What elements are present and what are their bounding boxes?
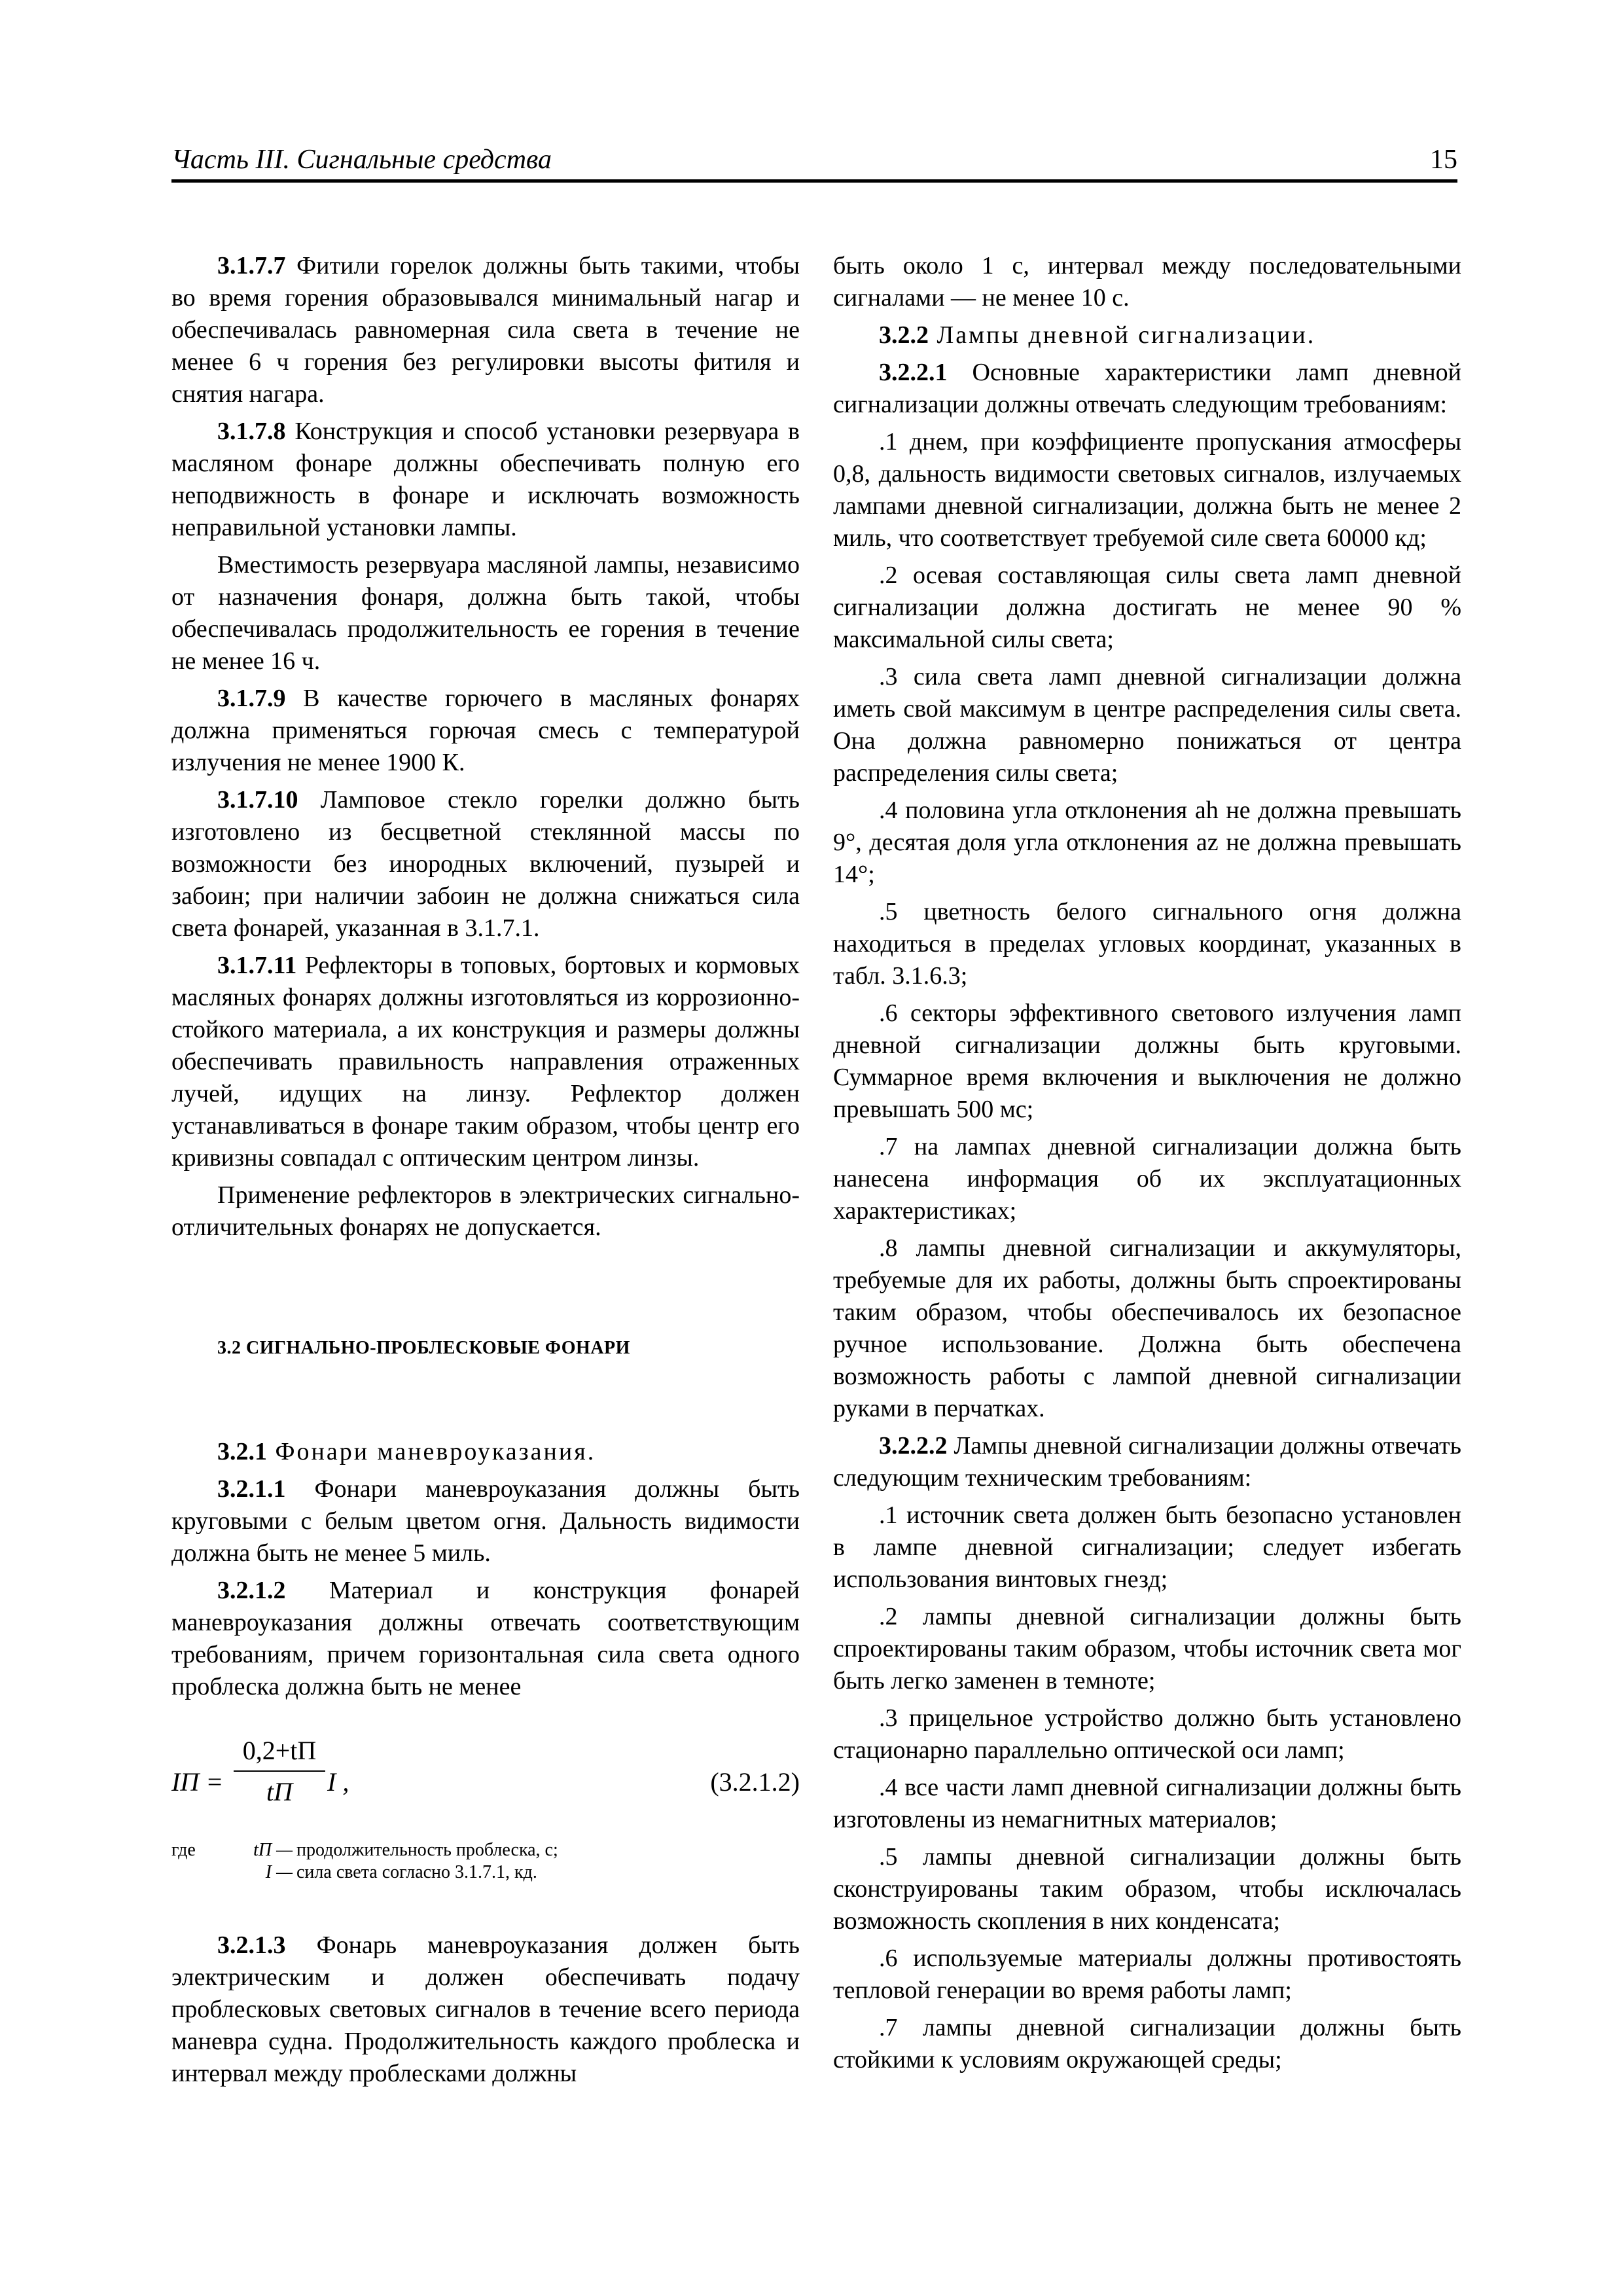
paragraph-text: В качестве горючего в масляных фонарях должна применяться горючая смесь с температурой излучения не менее 1900 К.	[171, 685, 800, 776]
page-header	[171, 140, 1457, 183]
list-item: .3 прицельное устройство должно быть установлено стационарно параллельно оптической оси ламп;	[833, 1704, 1461, 1764]
paragraph-continued: быть около 1 с, интервал между последовательными сигналами — не менее 10 с.	[833, 252, 1461, 312]
list-item: .5 цветность белого сигнального огня должна находиться в пределах угловых координат, указанных в табл. 3.1.6.3;	[833, 898, 1461, 990]
formula-numerator: 0,2+tП	[234, 1734, 325, 1772]
clause-number: 3.1.7.11	[217, 952, 297, 979]
formula-legend	[171, 1839, 800, 1884]
legend-symbol: I —	[265, 1862, 293, 1882]
paragraph-text: Фонарь маневроуказания должен быть электрическим и должен обеспечивать подачу проблесковых световых сигналов в течение всего периода маневра судна. Продолжительность каждого проблеска и интервал между проблесками должны	[171, 1931, 800, 2087]
list-item: .7 лампы дневной сигнализации должны быть стойкими к условиям окружающей среды;	[833, 2014, 1461, 2073]
clause-number: 3.1.7.9	[217, 685, 286, 712]
clause-number: 3.2.1.1	[217, 1475, 286, 1503]
paragraph-3-1-7-9	[171, 683, 800, 779]
paragraph-text: Лампы дневной сигнализации должны отвечать следующим техническим требованиям:	[833, 1432, 1461, 1492]
clause-number: 3.1.7.7	[217, 252, 286, 279]
list-item: .8 лампы дневной сигнализации и аккумуляторы, требуемые для их работы, должны быть спроектированы таким образом, чтобы обеспечивалось их безопасное ручное использование. Должна быть обеспечена возможность работы с лампой дневной сигнализации руками в перчатках.	[833, 1234, 1461, 1422]
list-item: .2 лампы дневной сигнализации должны быть спроектированы таким образом, чтобы источник света мог быть легко заменен в темноте;	[833, 1603, 1461, 1695]
legend-text: сила света согласно 3.1.7.1, кд.	[296, 1862, 537, 1882]
legend-row	[171, 1839, 800, 1861]
paragraph-reflectors-note: Применение рефлекторов в электрических сигнально-отличительных фонарях не допускается.	[171, 1181, 800, 1241]
list-item: .6 секторы эффективного светового излучения ламп дневной сигнализации должны быть круговыми. Суммарное время включения и выключения не должно превышать 500 мс;	[833, 999, 1461, 1123]
paragraph-text: Фитили горелок должны быть такими, чтобы во время горения образовывался минимальный нагар и обеспечивалась равномерная сила света в течение не менее 6 ч горения без регулировки высоты фитиля и снятия нагара.	[171, 252, 800, 408]
paragraph-text: Материал и конструкция фонарей маневроуказания должны отвечать соответствующим требованиям, причем горизонтальная сила света одного проблеска должна быть не менее	[171, 1577, 800, 1700]
paragraph-3-2-1-1	[171, 1473, 800, 1570]
paragraph-3-1-7-7	[171, 250, 800, 410]
paragraph-text: Фонари маневроуказания должны быть круговыми с белым цветом огня. Дальность видимости должна быть не менее 5 миль.	[171, 1475, 800, 1567]
legend-symbol: tП —	[253, 1840, 293, 1860]
paragraph-3-2-2	[833, 319, 1461, 351]
clause-number: 3.2.2.2	[879, 1432, 948, 1460]
paragraph-3-2-1	[171, 1436, 800, 1468]
formula-multiplier: I ,	[327, 1767, 349, 1797]
paragraph-3-1-7-11	[171, 950, 800, 1174]
list-item: .1 днем, при коэффициенте пропускания атмосферы 0,8, дальность видимости световых сигналов, излучаемых лампами дневной сигнализации, должна быть не менее 2 миль, что соответствует требуемой силе света 60000 кд;	[833, 428, 1461, 552]
list-item: .2 осевая составляющая силы света ламп дневной сигнализации должна достигать не менее 90 % максимальной силы света;	[833, 562, 1461, 653]
running-title: Часть III. Сигнальные средства	[171, 145, 552, 175]
left-column	[171, 250, 800, 2095]
clause-number: 3.2.1	[217, 1438, 267, 1465]
paragraph-3-1-7-8	[171, 416, 800, 544]
list-item: .7 на лампах дневной сигнализации должна быть нанесена информация об их эксплуатационных характеристиках;	[833, 1133, 1461, 1225]
paragraph-text: Лампы дневной сигнализации.	[929, 321, 1316, 349]
formula-fraction	[234, 1734, 325, 1808]
legend-row	[171, 1861, 800, 1884]
paragraph-text: Фонари маневроуказания.	[267, 1438, 596, 1465]
list-item: .4 все части ламп дневной сигнализации должны быть изготовлены из немагнитных материалов;	[833, 1774, 1461, 1833]
list-item: .1 источник света должен быть безопасно установлен в лампе дневной сигнализации; следует избегать использования винтовых гнезд;	[833, 1501, 1461, 1593]
paragraph-reservoir-capacity: Вместимость резервуара масляной лампы, независимо от назначения фонаря, должна быть такой, чтобы обеспечивалась продолжительность ее горения в течение не менее 16 ч.	[171, 551, 800, 675]
clause-number: 3.1.7.8	[217, 418, 286, 445]
paragraph-text: Основные характеристики ламп дневной сигнализации должны отвечать следующим требованиям:	[833, 359, 1461, 418]
formula	[171, 1734, 800, 1833]
paragraph-3-2-1-2	[171, 1575, 800, 1703]
paragraph-text: Ламповое стекло горелки должно быть изготовлено из бесцветной стеклянной массы по возможности без инородных включений, пузырей и забоин; при наличии забоин не должна снижаться сила света фонарей, указанная в 3.1.7.1.	[171, 786, 800, 942]
formula-lhs: IП =	[171, 1767, 224, 1797]
paragraph-3-2-2-2	[833, 1430, 1461, 1494]
list-item: .6 используемые материалы должны противостоять тепловой генерации во время работы ламп;	[833, 1945, 1461, 2004]
paragraph-3-2-2-1	[833, 357, 1461, 421]
legend-text: продолжительность проблеска, с;	[296, 1840, 558, 1860]
paragraph-text: Рефлекторы в топовых, бортовых и кормовых масляных фонарях должны изготовляться из коррозионно-стойкого материала, а их конструкция и размеры должны обеспечивать правильность направления отраженных лучей, идущих на линзу. Рефлектор должен устанавливаться в фонаре таким образом, чтобы центр его кривизны совпадал с оптическим центром линзы.	[171, 952, 800, 1172]
list-item: .5 лампы дневной сигнализации должны быть сконструированы таким образом, чтобы исключалась возможность скопления в них конденсата;	[833, 1843, 1461, 1935]
clause-number: 3.2.2	[879, 321, 929, 349]
legend-where: где	[171, 1840, 196, 1860]
right-column	[833, 250, 1461, 2081]
paragraph-3-1-7-10	[171, 784, 800, 944]
page-number: 15	[1430, 145, 1457, 175]
list-item: .4 половина угла отклонения ah не должна превышать 9°, десятая доля угла отклонения az не должна превышать 14°;	[833, 797, 1461, 888]
paragraph-text: Конструкция и способ установки резервуара в масляном фонаре должны обеспечивать полную его неподвижность в фонаре и исключать возможность неправильной установки лампы.	[171, 418, 800, 541]
clause-number: 3.1.7.10	[217, 786, 298, 814]
equation-number: (3.2.1.2)	[710, 1767, 800, 1797]
paragraph-3-2-1-3	[171, 1929, 800, 2090]
clause-number: 3.2.1.3	[217, 1931, 286, 1959]
formula-denominator: tП	[266, 1777, 293, 1806]
section-heading: 3.2 СИГНАЛЬНО-ПРОБЛЕСКОВЫЕ ФОНАРИ	[217, 1338, 630, 1358]
clause-number: 3.2.1.2	[217, 1577, 286, 1604]
list-item: .3 сила света ламп дневной сигнализации должна иметь свой максимум в центре распределения силы света. Она должна равномерно понижаться от центра распределения силы света;	[833, 663, 1461, 787]
clause-number: 3.2.2.1	[879, 359, 948, 386]
